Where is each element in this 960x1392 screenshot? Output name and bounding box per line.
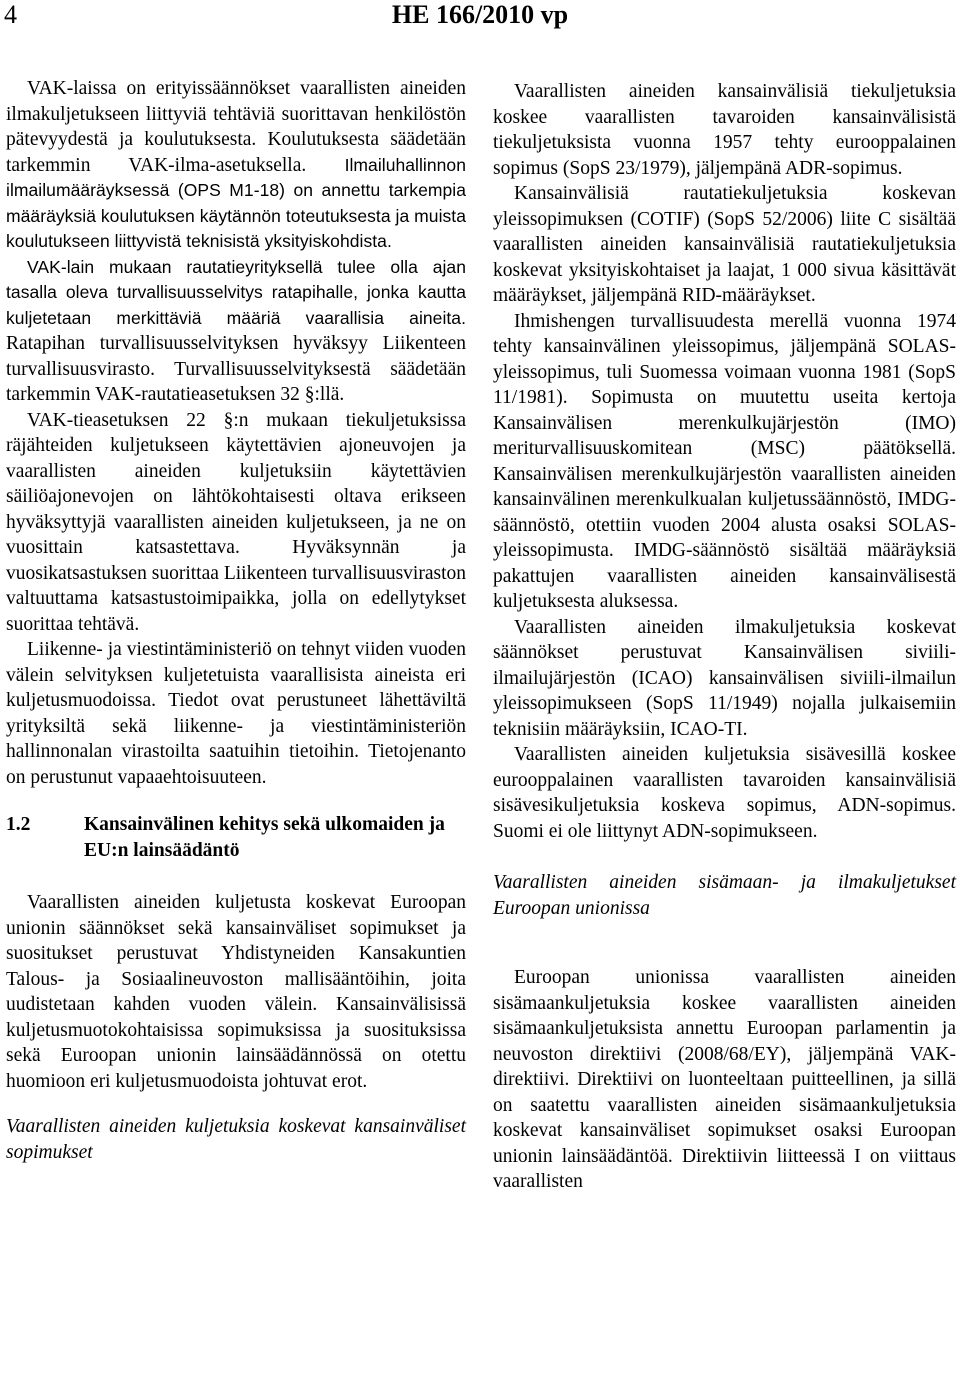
paragraph-text: VAK-laissa on erityissäännökset vaarallisten aineiden ilmakuljetukseen liittyviä tehtäviä suorittavan henkilöstön pätevyydestä ja koulutuksesta. Koulutuksesta säädetään tarkemmin VAK-ilma-asetuksella.: [6, 78, 466, 176]
section-heading: [6, 812, 466, 864]
paragraph: Vaarallisten aineiden kuljetuksia sisävesillä koskee eurooppalainen vaarallisten tavaroiden kansainvälisiä sisävesikuljetuksia koskeva sopimus, ADN-sopimus. Suomi ei ole liittynyt ADN-sopimukseen.: [493, 744, 956, 842]
paragraph: Ihmishengen turvallisuudesta merellä vuonna 1974 tehty kansainvälinen yleissopimus, jäljempänä SOLAS-yleissopimus, tuli Suomessa voimaan vuonna 1981 (SopS 11/1981). Sopimusta on muutettu useita kertoja Kansainvälisen merenkulkujärjestön (IMO) meriturvallisuuskomitean (MSC) päätöksellä. Kansainvälisen merenkulkujärjestön vaarallisten aineiden kansainvälinen merenkulkualan kuljetussäännöstö, IMDG-säännöstö, otettiin vuoden 2004 alusta osaksi SOLAS-yleissopimusta. IMDG-säännöstö sisältää määräyksiä pakattujen vaarallisten aineiden kansainvälisestä kuljetuksesta aluksessa.: [493, 310, 956, 612]
paragraph: VAK-tieasetuksen 22 §:n mukaan tiekuljetuksissa räjähteiden kuljetukseen käytettävien ajoneuvojen ja vaarallisten aineiden kuljetuksiin käytettävien säiliöajonevojen on lähtökohtaisesti oltava erikseen hyväksyttyjä vaarallisten aineiden kuljetukseen, ja ne on vuosittain katsastettava. Hyväksynnän ja vuosikatsastuksen suorittaa Liikenteen turvallisuusviraston valtuuttama katsastustoimipaikka, jolla on edellytykset suorittaa tehtävä.: [6, 409, 466, 635]
paragraph: Vaarallisten aineiden kuljetusta koskevat Euroopan unionin säännökset sekä kansainväliset sopimukset ja suositukset perustuvat Yhdistyneiden Kansakuntien Talous- ja Sosiaalineuvoston mallisääntöihin, joita uudistetaan kahden vuoden välein. Kansainvälisissä kuljetusmuotokohtaisissa sopimuksissa ja suosituksissa sekä Euroopan unionin lainsäädännössä on otettu huomioon eri kuljetusmuodoista johtuvat erot.: [6, 892, 466, 1092]
paragraph-text-sans: Ilmailuhallinnon ilmailumääräyksessä (OPS M1-18) on annettu tarkempia määräyksiä koulutuksen käytännön toteutuksesta ja muista koulutukseen liittyvistä teknisistä yksityiskohdista.: [6, 154, 466, 251]
paragraph: Vaarallisten aineiden kansainvälisiä tiekuljetuksia koskee vaarallisten tavaroiden kansainvälisistä tiekuljetuksista vuonna 1957 tehty eurooppalainen sopimus (SopS 23/1979), jäljempänä ADR-sopimus.: [493, 81, 956, 179]
document-header-title: HE 166/2010 vp: [391, 0, 569, 29]
section-title: Kansainvälinen kehitys sekä ulkomaiden ja EU:n lainsäädäntö: [84, 814, 445, 861]
paragraph-text-sans: VAK-lain mukaan rautatieyrityksellä tulee olla ajan tasalla oleva turvallisuusselvitys ratapihalle, jonka kautta kuljetetaan merkittäviä määriä vaarallisia aineita.: [6, 256, 466, 328]
paragraph: Liikenne- ja viestintäministeriö on tehnyt viiden vuoden välein selvityksen kuljetetuista vaarallisista aineista eri kuljetusmuodoissa. Tiedot ovat perustuneet lähettäviltä yrityksiltä sekä liikenne- ja viestintäministeriön hallinnonalan virastoilta saatuihin tietoihin. Tietojenanto on perustunut vapaaehtoisuuteen.: [6, 639, 466, 788]
page-number: 4: [4, 0, 17, 29]
subheading: Vaarallisten aineiden kuljetuksia koskevat kansainväliset sopimukset: [6, 1116, 466, 1163]
right-column: [493, 79, 956, 1195]
section-number: 1.2: [6, 814, 31, 835]
paragraph: [6, 76, 466, 255]
paragraph: Euroopan unionissa vaarallisten aineiden sisämaankuljetuksia koskee vaarallisten aineiden sisämaankuljetuksista annettu Euroopan parlamentin ja neuvoston direktiivi (2008/68/EY), jäljempänä VAK-direktiivi. Direktiivi on luonteeltaan puitteellinen, ja sillä on saatettu vaarallisten aineiden sisämaankuljetuksia koskevat kansainväliset sopimukset osaksi Euroopan unionin lainsäädäntöä. Direktiivin liitteessä I on viittaus vaarallisten: [493, 967, 956, 1192]
paragraph: Kansainvälisiä rautatiekuljetuksia koskevan yleissopimuksen (COTIF) (SopS 52/2006) liite C sisältää vaarallisten aineiden kansainvälisiä rautatiekuljetuksia koskevat yksityiskohtaiset ja laajat, 1 000 sivua käsittävät määräykset, jäljempänä RID-määräykset.: [493, 183, 956, 306]
paragraph: Vaarallisten aineiden ilmakuljetuksia koskevat säännökset perustuvat Kansainvälisen siviili-ilmailujärjestön (ICAO) kansainvälisen siviili-ilmailun yleissopimukseen (SopS 11/1949) nojalla julkaisemiin teknisiin määräyksiin, ICAO-TI.: [493, 616, 956, 740]
left-column: [6, 76, 466, 1165]
subheading: Vaarallisten aineiden sisämaan- ja ilmakuljetukset Euroopan unionissa: [493, 872, 956, 919]
paragraph-text: Ratapihan turvallisuusselvityksen hyväksyy Liikenteen turvallisuusvirasto. Turvallisuusselvityksestä säädetään tarkemmin VAK-rautatieasetuksen 32 §:llä.: [6, 333, 466, 405]
paragraph: [6, 255, 466, 408]
